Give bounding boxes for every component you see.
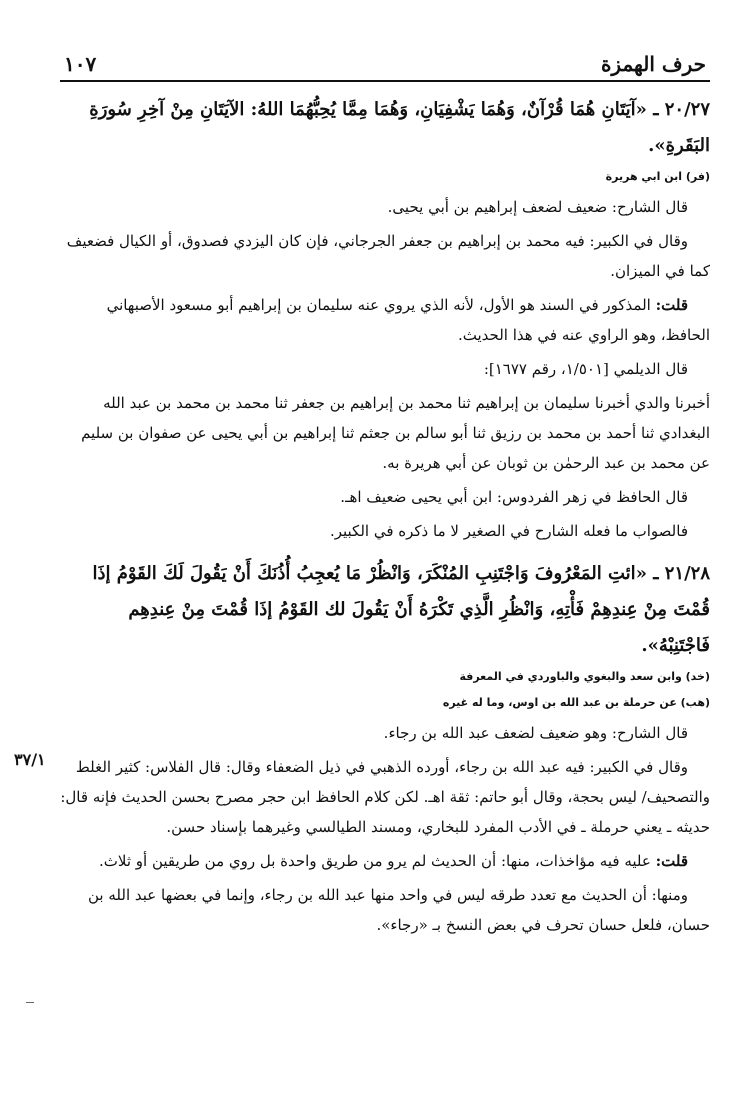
commentary-paragraph: قال الديلمي [١/٥٠١، رقم ١٦٧٧]: bbox=[483, 360, 688, 378]
commentary-paragraph: ومنها: أن الحديث مع تعدد طرقه ليس في واحد منها عبد الله بن رجاء، وإنما في بعضها عبد الله بن حسان، فلعل حسان تحرف في بعض النسخ بـ «رجاء». bbox=[88, 886, 710, 934]
hadith-20-source: (فر) ابن ابي هريرة bbox=[605, 170, 710, 183]
qult-text: المذكور في السند هو الأول، لأنه الذي يروي عنه سليمان بن إبراهيم أبو مسعود الأصبهاني الحافظ، وهو الراوي عنه في هذا الحديث. bbox=[106, 296, 710, 344]
margin-tick bbox=[26, 1002, 34, 1003]
qult-label: قلت: bbox=[655, 296, 688, 314]
qult-label: قلت: bbox=[655, 852, 688, 870]
page bbox=[60, 52, 710, 944]
commentary-paragraph: قال الشارح: وهو ضعيف لضعف عبد الله بن رجاء. bbox=[383, 724, 688, 742]
margin-volume-reference: ٣٧/١ bbox=[14, 750, 46, 769]
hadith-21-source-2: (هب) عن حرملة بن عبد الله بن اوس، وما له غيره bbox=[442, 696, 710, 709]
chapter-title: حرف الهمزة bbox=[600, 52, 706, 76]
page-number: ١٠٧ bbox=[64, 52, 97, 76]
hadith-21-source-1: (خد) وابن سعد والبغوي والباوردي في المعرفة bbox=[459, 670, 710, 683]
hadith-20-text: ٢٠/٢٧ ـ «آيَتَانِ هُمَا قُرْآنٌ، وَهُمَا يَشْفِيَانِ، وَهُمَا مِمَّا يُحِبُّهُمَا اللهُ: الآيَتَانِ مِنْ آخِرِ سُورَةِ البَقَرةِ». bbox=[89, 99, 710, 156]
commentary-paragraph: قال الشارح: ضعيف لضعف إبراهيم بن أبي يحيى. bbox=[387, 198, 688, 216]
commentary-paragraph: وقال في الكبير: فيه عبد الله بن رجاء، أورده الذهبي في ذيل الضعفاء وقال: قال الفلاس: كثير الغلط والتصحيف/ ليس بحجة، وقال أبو حاتم: ثقة اهـ. لكن كلام الحافظ ابن حجر مصرح بحسن الحديث فإنه قال: حديثه ـ يعني حرملة ـ في الأدب المفرد للبخاري، ومسند الطيالسي وغيرهما بإسناد حسن. bbox=[60, 758, 710, 836]
commentary-paragraph: فالصواب ما فعله الشارح في الصغير لا ما ذكره في الكبير. bbox=[329, 522, 688, 540]
hadith-21-text: ٢١/٢٨ ـ «ائتِ المَعْرُوفَ وَاجْتَنِبِ المُنْكَرَ، وَانْظُرْ مَا يُعجِبُ أُذُنَكَ أَنْ يَقُولَ لَكَ القَوْمُ إذَا قُمْتَ مِنْ عِندِهِمْ فَأْتِهِ، وَانْظُرِ الَّذِي تَكْرَهُ أَنْ يَقُولَ لك القَوْمُ إذَا قُمْتَ مِنْ عِندِهِم فَاجْتَنِبْهُ». bbox=[92, 563, 710, 656]
commentary-paragraph: وقال في الكبير: فيه محمد بن إبراهيم بن جعفر الجرجاني، فإن كان اليزدي فصدوق، أو الكيال فضعيف كما في الميزان. bbox=[66, 232, 710, 280]
page-header bbox=[60, 52, 710, 82]
qult-paragraph-2 bbox=[60, 846, 710, 876]
qult-text: عليه فيه مؤاخذات، منها: أن الحديث لم يرو من طريق واحدة بل روي من طريقين أو ثلاث. bbox=[99, 852, 651, 870]
isnad-paragraph: أخبرنا والدي أخبرنا سليمان بن إبراهيم ثنا محمد بن إبراهيم بن جعفر ثنا محمد بن محمد بن عبد الله البغدادي ثنا أحمد بن محمد بن رزيق ثنا أبو سالم بن جعثم ثنا إبراهيم بن أبي يحيى عن صفوان بن سليم عن محمد بن عبد الرحمٰن بن ثوبان عن أبي هريرة به. bbox=[81, 394, 710, 472]
qult-paragraph-1 bbox=[60, 290, 710, 350]
commentary-paragraph: قال الحافظ في زهر الفردوس: ابن أبي يحيى ضعيف اهـ. bbox=[340, 488, 688, 506]
